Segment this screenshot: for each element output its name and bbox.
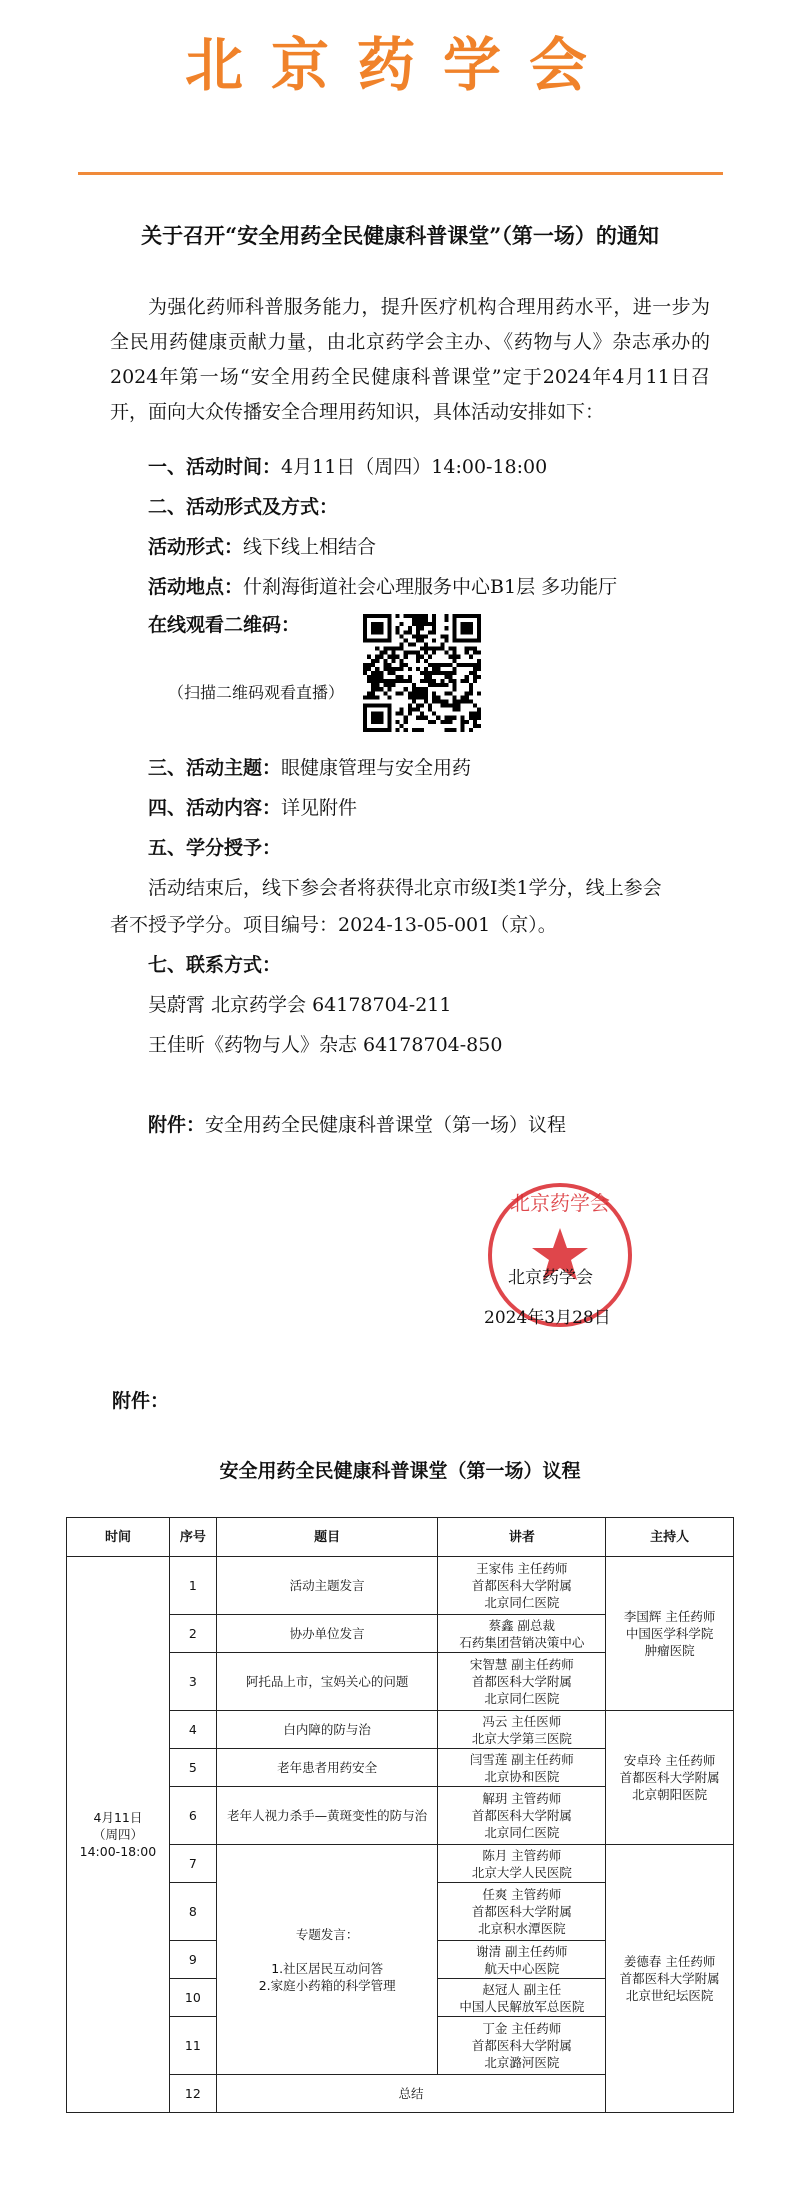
section-theme xyxy=(148,755,471,781)
field-value: 线下线上相结合 xyxy=(243,536,377,558)
section-content xyxy=(148,795,357,821)
speaker-cell: 谢清 副主任药师 航天中心医院 xyxy=(438,1941,606,1979)
qr-code[interactable] xyxy=(363,614,481,732)
section-time xyxy=(148,454,547,480)
no-cell: 1 xyxy=(169,1557,216,1615)
no-cell: 12 xyxy=(169,2075,216,2113)
speaker-cell: 蔡鑫 副总裁 石药集团营销决策中心 xyxy=(438,1615,606,1653)
topic-cell: 协办单位发言 xyxy=(216,1615,438,1653)
speaker-cell: 任爽 主管药师 首都医科大学附属 北京积水潭医院 xyxy=(438,1883,606,1941)
speaker-cell: 解玥 主管药师 首都医科大学附属 北京同仁医院 xyxy=(438,1787,606,1845)
attachment-heading: 附件： xyxy=(112,1390,170,1412)
contact-line-2: 王佳昕《药物与人》杂志 64178704-850 xyxy=(148,1034,503,1056)
activity-form xyxy=(148,534,376,560)
section-value: 详见附件 xyxy=(281,797,358,819)
header-speaker: 讲者 xyxy=(438,1518,606,1557)
credit-line-1: 活动结束后，线下参会者将获得北京市级Ⅰ类1学分，线上参会 xyxy=(148,877,662,899)
agenda-title: 安全用药全民健康科普课堂（第一场）议程 xyxy=(219,1460,581,1482)
header-topic: 题目 xyxy=(216,1518,438,1557)
summary-cell: 总结 xyxy=(216,2075,605,2113)
speaker-cell: 宋智慧 副主任药师 首都医科大学附属 北京同仁医院 xyxy=(438,1653,606,1711)
host-cell: 安卓玲 主任药师 首都医科大学附属 北京朝阳医院 xyxy=(606,1711,734,1845)
no-cell: 9 xyxy=(169,1941,216,1979)
contact-line-1: 吴蔚霄 北京药学会 64178704-211 xyxy=(148,994,452,1016)
no-cell: 2 xyxy=(169,1615,216,1653)
online-qr-label: 在线观看二维码： xyxy=(148,614,301,636)
speaker-cell: 王家伟 主任药师 首都医科大学附属 北京同仁医院 xyxy=(438,1557,606,1615)
section-value: 4月11日（周四）14:00-18:00 xyxy=(281,456,548,478)
agenda-table xyxy=(66,1517,734,2113)
speaker-cell: 闫雪莲 副主任药师 北京协和医院 xyxy=(438,1749,606,1787)
org-header: 北京药学会 xyxy=(184,31,615,99)
attachment-reference xyxy=(148,1112,566,1138)
topic-cell: 老年人视力杀手—黄斑变性的防与治 xyxy=(216,1787,438,1845)
seal-text: 北京药学会 xyxy=(510,1191,610,1215)
section-label: 一、活动时间： xyxy=(148,456,282,478)
field-label: 活动形式： xyxy=(148,536,244,558)
notice-title: 关于召开“安全用药全民健康科普课堂”（第一场）的通知 xyxy=(141,223,659,248)
activity-place xyxy=(148,574,617,600)
time-cell: 4月11日 （周四） 14:00-18:00 xyxy=(67,1557,170,2113)
topic-cell: 阿托品上市，宝妈关心的问题 xyxy=(216,1653,438,1711)
signature-org: 北京药学会 xyxy=(508,1268,593,1288)
attachment-label: 附件： xyxy=(148,1114,206,1136)
topic-cell: 白内障的防与治 xyxy=(216,1711,438,1749)
header-time: 时间 xyxy=(67,1518,170,1557)
qr-caption: （扫描二维码观看直播） xyxy=(168,683,345,702)
host-cell: 李国辉 主任药师 中国医学科学院 肿瘤医院 xyxy=(606,1557,734,1711)
no-cell: 6 xyxy=(169,1787,216,1845)
field-label: 活动地点： xyxy=(148,576,244,598)
credit-line-2: 者不授予学分。项目编号：2024-13-05-001（京）。 xyxy=(110,914,557,936)
no-cell: 3 xyxy=(169,1653,216,1711)
section-value: 眼健康管理与安全用药 xyxy=(281,757,472,779)
field-value: 什刹海街道社会心理服务中心B1层 多功能厅 xyxy=(243,576,618,598)
topic-cell: 老年患者用药安全 xyxy=(216,1749,438,1787)
section-form-heading: 二、活动形式及方式： xyxy=(148,496,339,518)
section-credit-heading: 五、学分授予： xyxy=(148,837,282,859)
no-cell: 4 xyxy=(169,1711,216,1749)
no-cell: 5 xyxy=(169,1749,216,1787)
section-contact-heading: 七、联系方式： xyxy=(148,954,282,976)
section-label: 三、活动主题： xyxy=(148,757,282,779)
section-label: 四、活动内容： xyxy=(148,797,282,819)
no-cell: 11 xyxy=(169,2017,216,2075)
header-divider xyxy=(78,172,723,175)
header-host: 主持人 xyxy=(606,1518,734,1557)
header-no: 序号 xyxy=(169,1518,216,1557)
speaker-cell: 冯云 主任医师 北京大学第三医院 xyxy=(438,1711,606,1749)
speaker-cell: 丁金 主任药师 首都医科大学附属 北京潞河医院 xyxy=(438,2017,606,2075)
topic-cell: 活动主题发言 xyxy=(216,1557,438,1615)
signature-date: 2024年3月28日 xyxy=(484,1308,611,1328)
speaker-cell: 赵冠人 副主任 中国人民解放军总医院 xyxy=(438,1979,606,2017)
attachment-value: 安全用药全民健康科普课堂（第一场）议程 xyxy=(205,1114,567,1136)
intro-paragraph: 为强化药师科普服务能力，提升医疗机构合理用药水平，进一步为全民用药健康贡献力量，由北京药学会主办、《药物与人》杂志承办的2024年第一场“安全用药全民健康科普课堂”定于2024年4月11日召开，面向大众传播安全合理用药知识，具体活动安排如下： xyxy=(110,296,710,423)
host-cell: 姜德春 主任药师 首都医科大学附属 北京世纪坛医院 xyxy=(606,1845,734,2113)
table-row xyxy=(67,1557,734,1615)
no-cell: 8 xyxy=(169,1883,216,1941)
special-topic-cell: 专题发言： 1.社区居民互动问答 2.家庭小药箱的科学管理 xyxy=(216,1845,438,2075)
no-cell: 10 xyxy=(169,1979,216,2017)
speaker-cell: 陈月 主管药师 北京大学人民医院 xyxy=(438,1845,606,1883)
no-cell: 7 xyxy=(169,1845,216,1883)
table-header-row xyxy=(67,1518,734,1557)
